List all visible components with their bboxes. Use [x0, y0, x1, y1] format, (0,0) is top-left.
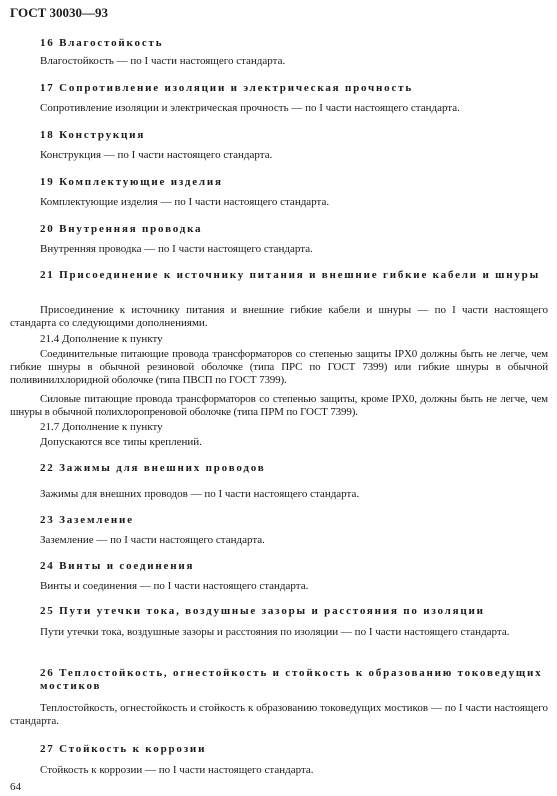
- section-21-intro: Присоединение к источнику питания и внешние гибкие кабели и шнуры — по I части настоящего стандарта со следующими дополнениями.: [10, 304, 548, 329]
- section-19-text: Комплектующие изделия — по I части настоящего стандарта.: [40, 196, 330, 208]
- section-26-heading: 26 Теплостойкость, огнестойкость и стойкость к образованию токоведущих мостиков: [40, 667, 543, 692]
- section-21-4-paragraph-b: Силовые питающие провода трансформаторов со степенью защиты, кроме IPX0, должны быть не легче, чем шнуры в обычной полихлоропреновой оболочке (типа ПРМ по ГОСТ 7399).: [10, 393, 548, 418]
- section-26-text: Теплостойкость, огнестойкость и стойкость к образованию токоведущих мостиков — по I части настоящего стандарта.: [10, 702, 548, 727]
- section-23-heading: 23 Заземление: [40, 514, 134, 526]
- section-21-7-paragraph: Допускаются все типы креплений.: [40, 436, 202, 448]
- section-21-4-subheading: 21.4 Дополнение к пункту: [40, 333, 163, 345]
- section-18-text: Конструкция — по I части настоящего стандарта.: [40, 149, 273, 161]
- section-24-heading: 24 Винты и соединения: [40, 560, 195, 572]
- section-24-text: Винты и соединения — по I части настоящего стандарта.: [40, 580, 309, 592]
- section-27-heading: 27 Стойкость к коррозии: [40, 743, 207, 755]
- section-19-heading: 19 Комплектующие изделия: [40, 176, 223, 188]
- section-22-text: Зажимы для внешних проводов — по I части настоящего стандарта.: [40, 488, 360, 500]
- page-number: 64: [10, 781, 21, 793]
- section-21-4-paragraph-a: Соединительные питающие провода трансформаторов со степенью защиты IPX0 должны быть не легче, чем гибкие шнуры в обычной резиновой оболочке (типа ПРС по ГОСТ 7399) или гибкие шнуры в обычной поливинилхлоридной оболочке (типа ПВСП по ГОСТ 7399).: [10, 348, 548, 386]
- section-20-heading: 20 Внутренняя проводка: [40, 223, 203, 235]
- section-17-heading: 17 Сопротивление изоляции и электрическая прочность: [40, 82, 413, 94]
- section-18-heading: 18 Конструкция: [40, 129, 146, 141]
- section-16-text: Влагостойкость — по I части настоящего стандарта.: [40, 55, 286, 67]
- section-25-text: Пути утечки тока, воздушные зазоры и расстояния по изоляции — по I части настоящего стандарта.: [40, 626, 510, 638]
- document-header: ГОСТ 30030—93: [10, 5, 109, 20]
- section-27-text: Стойкость к коррозии — по I части настоящего стандарта.: [40, 764, 314, 776]
- section-23-text: Заземление — по I части настоящего стандарта.: [40, 534, 265, 546]
- section-16-heading: 16 Влагостойкость: [40, 37, 164, 49]
- section-21-heading: 21 Присоединение к источнику питания и внешние гибкие кабели и шнуры: [40, 269, 540, 281]
- section-25-heading: 25 Пути утечки тока, воздушные зазоры и расстояния по изоляции: [40, 605, 485, 617]
- section-20-text: Внутренняя проводка — по I части настоящего стандарта.: [40, 243, 313, 255]
- section-21-7-subheading: 21.7 Дополнение к пункту: [40, 421, 163, 433]
- section-17-text: Сопротивление изоляции и электрическая прочность — по I части настоящего стандарта.: [40, 102, 460, 114]
- section-22-heading: 22 Зажимы для внешних проводов: [40, 462, 266, 474]
